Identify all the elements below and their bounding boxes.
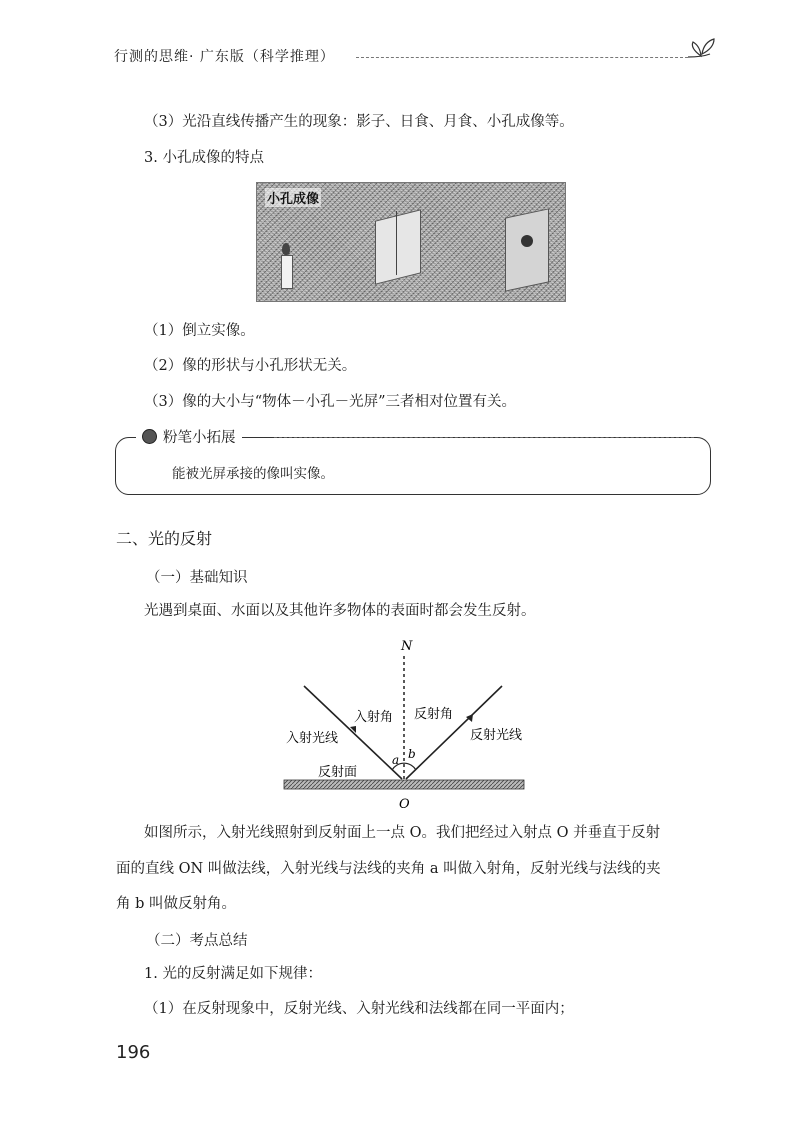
label-reflected-ray: 反射光线 (470, 728, 523, 743)
tip-box-header (136, 426, 242, 447)
paragraph-rectilinear-phenomena: （3）光沿直线传播产生的现象：影子、日食、月食、小孔成像等。 (144, 114, 574, 130)
sprout-icon (684, 32, 718, 62)
label-surface: 反射面 (318, 765, 358, 780)
projected-image (521, 235, 533, 247)
pinhole-imaging-figure (256, 182, 566, 302)
label-o: O (399, 797, 410, 812)
label-incidence-angle: 入射角 (354, 710, 394, 725)
tip-box (115, 430, 711, 495)
tip-box-text: 能被光屏承接的像叫实像。 (172, 466, 334, 482)
candle-icon (281, 255, 293, 289)
page-number: 196 (116, 1042, 151, 1063)
paragraph-reflection-intro: 光遇到桌面、水面以及其他许多物体的表面时都会发生反射。 (144, 603, 536, 619)
running-header-title: 行测的思维· 广东版（科学推理） (114, 49, 335, 65)
label-n: N (401, 639, 413, 654)
pinhole-feature-3: （3）像的大小与“物体－小孔－光屏”三者相对位置有关。 (144, 394, 517, 410)
pinhole-heading: 3. 小孔成像的特点 (144, 150, 264, 166)
label-reflection-angle: 反射角 (414, 707, 454, 722)
figure-label: 小孔成像 (265, 188, 321, 207)
tip-box-title: 粉笔小拓展 (163, 430, 236, 446)
paragraph-explain-line-1: 如图所示，入射光线照射到反射面上一点 O。我们把经过入射点 O 并垂直于反射 (144, 825, 661, 841)
candle-flame-icon (282, 243, 290, 255)
pinhole-board-divider (396, 211, 397, 275)
chalk-icon (142, 429, 157, 444)
subheading-basics: （一）基础知识 (146, 570, 248, 586)
subheading-exam-points: （二）考点总结 (146, 933, 248, 949)
tip-box-dashed-line (274, 437, 694, 438)
label-incident-ray: 入射光线 (286, 731, 339, 746)
reflecting-surface (284, 780, 524, 789)
law-heading: 1. 光的反射满足如下规律： (144, 966, 322, 982)
label-angle-b: b (408, 747, 416, 761)
law-item-1: （1）在反射现象中，反射光线、入射光线和法线都在同一平面内； (144, 1001, 574, 1017)
paragraph-explain-line-2: 面的直线 ON 叫做法线，入射光线与法线的夹角 a 叫做入射角，反射光线与法线的夹 (116, 861, 661, 877)
section-heading-reflection: 二、光的反射 (116, 529, 213, 548)
label-angle-a: a (392, 753, 400, 767)
light-screen (505, 208, 549, 291)
pinhole-feature-2: （2）像的形状与小孔形状无关。 (144, 358, 357, 374)
header-divider (356, 57, 688, 58)
pinhole-feature-1: （1）倒立实像。 (144, 323, 255, 339)
reflection-diagram (280, 636, 530, 812)
pinhole-board (375, 209, 421, 284)
paragraph-explain-line-3: 角 b 叫做反射角。 (116, 896, 236, 912)
